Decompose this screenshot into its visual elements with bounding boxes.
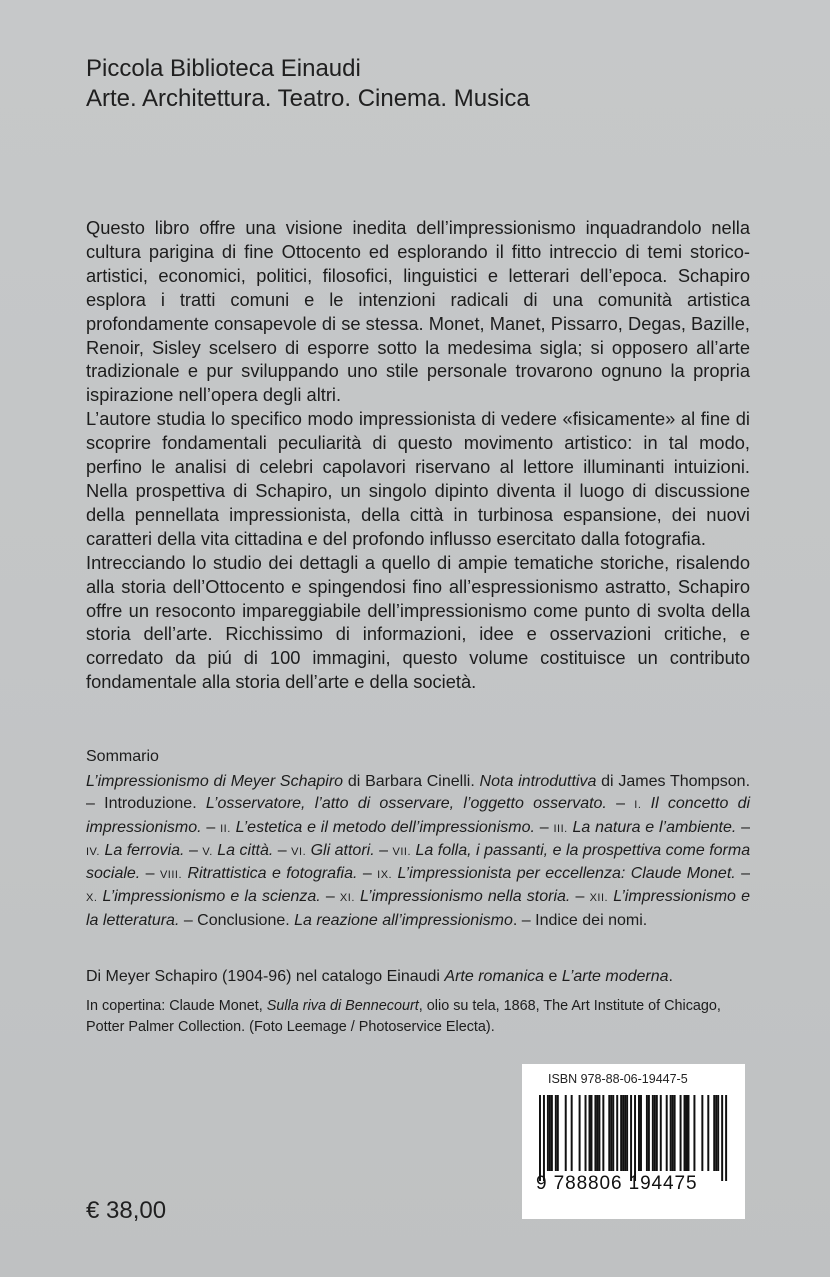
barcode-bar bbox=[654, 1095, 656, 1171]
summary-text: di James Thompson. – Introduzione. bbox=[86, 773, 751, 813]
barcode-bar bbox=[555, 1095, 557, 1171]
barcode-bar bbox=[686, 1095, 688, 1171]
series-name: Piccola Biblioteca Einaudi bbox=[86, 55, 361, 82]
barcode-bar bbox=[701, 1095, 703, 1171]
barcode-bar bbox=[717, 1095, 719, 1171]
barcode-bar bbox=[620, 1095, 622, 1171]
back-cover-blurb bbox=[86, 216, 750, 694]
barcode-bar bbox=[557, 1095, 559, 1171]
chapter-title: La città. bbox=[217, 841, 274, 859]
barcode-bar bbox=[551, 1095, 553, 1171]
summary-text: . – Indice dei nomi. bbox=[512, 911, 648, 929]
barcode-bar bbox=[612, 1095, 614, 1171]
barcode-bar bbox=[674, 1095, 676, 1171]
chapter-number: IV. bbox=[86, 845, 100, 858]
barcode-bar bbox=[565, 1095, 567, 1171]
catalog-conj: e bbox=[544, 968, 562, 985]
cover-credit-suffix: , olio su tela, 1868, The Art Institute of Chicago, Potter Palmer Collection. (Foto Leemage / Photoservice Electa). bbox=[86, 998, 721, 1035]
barcode-bar bbox=[693, 1095, 695, 1171]
chapter-number: III. bbox=[553, 822, 568, 835]
barcode-bar bbox=[666, 1095, 668, 1171]
chapter-number: X. bbox=[86, 892, 98, 905]
chapter-number: II. bbox=[220, 822, 231, 835]
chapter-title: La ferrovia. bbox=[104, 841, 185, 859]
barcode-bar bbox=[688, 1095, 690, 1171]
barcode-bar bbox=[622, 1095, 624, 1171]
cover-artwork-title: Sulla riva di Bennecourt bbox=[266, 998, 419, 1014]
barcode-panel bbox=[522, 1064, 745, 1219]
cover-credit bbox=[86, 996, 750, 1038]
chapter-title: Ritrattistica e fotografia. bbox=[187, 865, 358, 883]
chapter-number: XII. bbox=[589, 892, 609, 905]
barcode-bar bbox=[547, 1095, 549, 1171]
chapter-number: VIII. bbox=[159, 869, 183, 882]
barcode-bar bbox=[585, 1095, 587, 1171]
summary-text: La reazione all’impressionismo bbox=[294, 911, 513, 929]
barcode-bar bbox=[594, 1095, 596, 1171]
chapter-title: La natura e l’ambiente. bbox=[572, 818, 737, 836]
series-heading bbox=[86, 54, 530, 114]
summary-text: – bbox=[606, 795, 626, 813]
catalog-title: L’arte moderna bbox=[561, 968, 669, 985]
barcode-bar bbox=[579, 1095, 581, 1171]
barcode-bar bbox=[638, 1095, 640, 1171]
barcode-bar bbox=[646, 1095, 648, 1171]
barcode-bar bbox=[571, 1095, 573, 1171]
barcode-bar bbox=[721, 1095, 723, 1181]
blurb-paragraph: Intrecciando lo studio dei dettagli a quello di ampie tematiche storiche, risalendo alla storia dell’Ottocento e spingendosi fino all’espressionismo astratto, Schapiro offre un resoconto impareggiabile dell’impressionismo come punto di svolta della storia dell’arte. Ricchissimo di informazioni, idee e osservazioni critiche, e corredato da piú di 100 immagini, questo volume costituisce un contributo fondamentale alla storia dell’arte e della società. bbox=[86, 551, 750, 693]
barcode-bar bbox=[598, 1095, 600, 1171]
barcode-bar bbox=[713, 1095, 715, 1171]
chapter-number: VI. bbox=[291, 845, 307, 858]
barcode-icon bbox=[538, 1095, 728, 1181]
barcode-bar bbox=[610, 1095, 612, 1171]
chapter-title: Gli attori. bbox=[310, 841, 375, 859]
chapter-title: L’impressionismo e la letteratura. bbox=[86, 888, 750, 929]
barcode-bar bbox=[660, 1095, 662, 1171]
chapter-number: IX. bbox=[377, 869, 393, 882]
barcode-bar bbox=[549, 1095, 551, 1171]
summary-text: di Barbara Cinelli. bbox=[343, 773, 480, 790]
barcode-bar bbox=[725, 1095, 727, 1181]
barcode-bar bbox=[539, 1095, 541, 1181]
barcode-bar bbox=[680, 1095, 682, 1171]
summary-text: – Conclusione. bbox=[179, 911, 295, 929]
price: € 38,00 bbox=[86, 1197, 167, 1224]
summary-heading: Sommario bbox=[86, 748, 159, 765]
catalog-suffix: . bbox=[668, 968, 673, 985]
barcode-bar bbox=[707, 1095, 709, 1171]
barcode-bar bbox=[590, 1095, 592, 1171]
barcode-bar bbox=[656, 1095, 658, 1171]
summary-text: L’osservatore, l’atto di osservare, l’oggetto osservato. bbox=[205, 795, 607, 813]
barcode-bar bbox=[589, 1095, 591, 1171]
summary-text: Nota introduttiva bbox=[479, 773, 597, 790]
barcode-bar bbox=[616, 1095, 618, 1171]
chapter-title: L’impressionismo e la scienza. bbox=[102, 888, 321, 906]
chapter-title: L’estetica e il metodo dell’impressionismo. bbox=[235, 818, 535, 836]
barcode-bar bbox=[670, 1095, 672, 1171]
isbn-label: ISBN 978-88-06-19447-5 bbox=[548, 1072, 688, 1086]
barcode-bar bbox=[630, 1095, 632, 1181]
barcode-digits: 9 788806 194475 bbox=[536, 1173, 698, 1194]
catalog-title: Arte romanica bbox=[444, 968, 545, 985]
chapter-number: VII. bbox=[392, 845, 412, 858]
barcode-bar bbox=[648, 1095, 650, 1171]
barcode-bar bbox=[640, 1095, 642, 1171]
barcode-bar bbox=[543, 1095, 545, 1181]
barcode-bar bbox=[602, 1095, 604, 1171]
chapter-number: XI. bbox=[339, 892, 355, 905]
cover-credit-prefix: In copertina: Claude Monet, bbox=[86, 998, 267, 1014]
barcode-bar bbox=[652, 1095, 654, 1171]
chapter-title: L’impressionismo nella storia. bbox=[360, 888, 571, 906]
blurb-paragraph: L’autore studia lo specifico modo impressionista di vedere «fisicamente» al fine di scoprire fondamentali peculiarità di questo movimento artistico: in tal modo, perfino le analisi di celebri capolavori riservano al lettore illuminanti intuizioni. Nella prospettiva di Schapiro, un singolo dipinto diventa il luogo di discussione della pennellata impressionista, della città in turbinosa espansione, dei nuovi caratteri della vita cittadina e del profondo influsso esercitato dalla fotografia. bbox=[86, 408, 750, 549]
catalog-note bbox=[86, 966, 673, 988]
barcode-bar bbox=[715, 1095, 717, 1171]
chapter-title: L’impressionista per eccellenza: Claude Monet. bbox=[397, 865, 736, 883]
barcode-bar bbox=[684, 1095, 686, 1171]
summary-text: L’impressionismo di Meyer Schapiro bbox=[86, 773, 344, 790]
chapter-title: Il concetto di impressionismo. bbox=[86, 795, 751, 836]
table-of-contents: L’impressionismo di Meyer Schapiro di Barbara Cinelli. Nota introduttiva di James Thompson. – Introduzione. L’osservatore, l’atto di osservare, l’oggetto osservato. – I. Il concetto di impressionismo. – II. L’estetica e il metodo dell’impressionismo. – III. La natura e l’ambiente. – IV. La ferrovia. – V. La città. – VI. Gli attori. – VII. La folla, i passanti, e la prospettiva come forma sociale. – VIII. Ritrattistica e fotografia. – IX. L’impressionista per eccellenza: Claude Monet. – X. L’impressionismo e la scienza. – XI. L’impressionismo nella storia. – XII. L’impressionismo e la letteratura. – Conclusione. La reazione all’impressionismo. – Indice dei nomi. bbox=[86, 773, 751, 929]
series-subjects: Arte. Architettura. Teatro. Cinema. Musica bbox=[86, 85, 530, 112]
barcode-bar bbox=[608, 1095, 610, 1171]
barcode-bar bbox=[596, 1095, 598, 1171]
chapter-number: V. bbox=[202, 845, 213, 858]
barcode-bar bbox=[624, 1095, 626, 1171]
blurb-paragraph: Questo libro offre una visione inedita dell’impressionismo inquadrandolo nella cultura parigina di fine Ottocento ed esplorando il fitto intreccio di temi storico-artistici, economici, politici, filosofici, linguistici e letterari dell’epoca. Schapiro esplora i tratti comuni e le intenzioni radicali di una comunità artistica profondamente consapevole di se stessa. Monet, Manet, Pissarro, Degas, Bazille, Renoir, Sisley scelsero di esporre sotto la medesima sigla; si opposero all’arte tradizionale e pur sviluppando uno stile personale trovarono ognuno la propria ispirazione nell’opera degli altri. bbox=[86, 217, 750, 406]
catalog-prefix: Di Meyer Schapiro (1904-96) nel catalogo Einaudi bbox=[86, 968, 445, 985]
barcode-bar bbox=[626, 1095, 628, 1171]
chapter-number: I. bbox=[634, 799, 642, 812]
barcode-bar bbox=[672, 1095, 674, 1171]
chapter-title: La folla, i passanti, e la prospettiva come forma sociale. bbox=[86, 841, 751, 883]
barcode-bar bbox=[634, 1095, 636, 1181]
